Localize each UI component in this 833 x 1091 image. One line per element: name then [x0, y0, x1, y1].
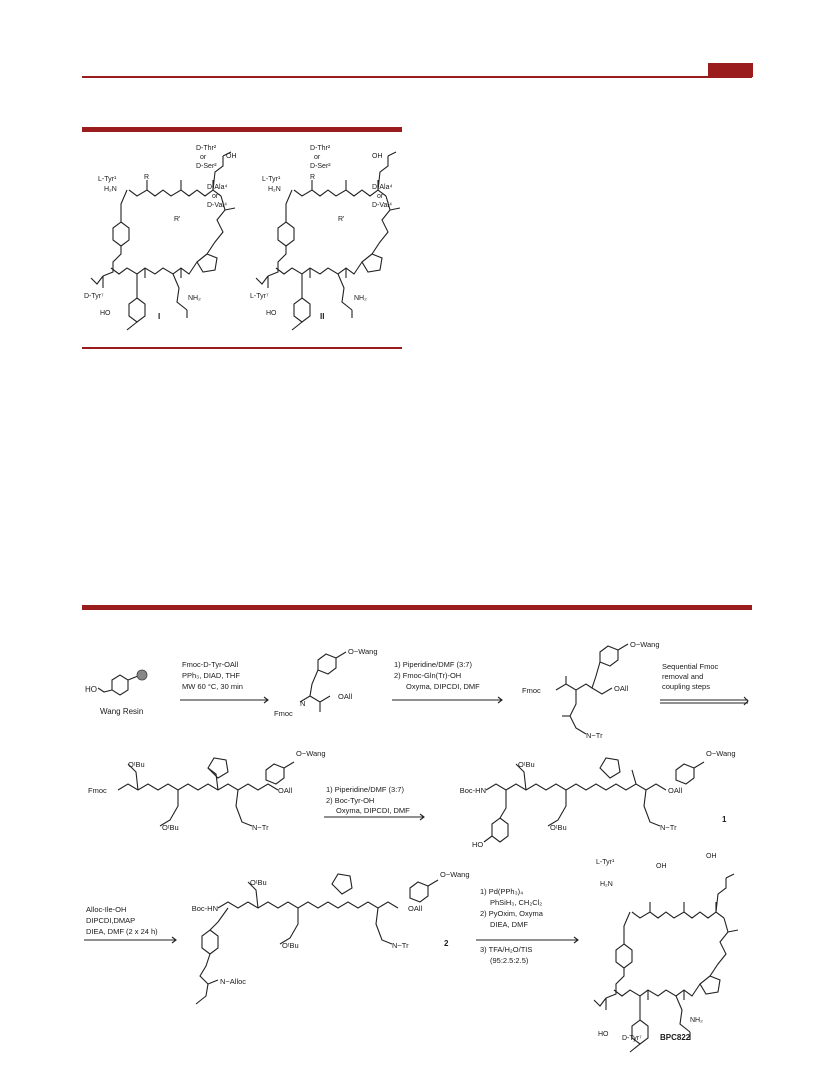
cmpd2-tyr2-ring [410, 882, 428, 902]
cmpd2-wang-label: O−Wang [440, 870, 470, 879]
cmpd2-otbu2-label: OᵗBu [282, 941, 299, 950]
cmpd2-boc-label: Boc-HN [191, 904, 218, 913]
cmpd1-oall-label: OAll [668, 786, 683, 795]
val4-label-ii: D-Val⁴ [372, 202, 392, 209]
bpc822-label: BPC822 [660, 1033, 691, 1042]
cmpd1-wang-label: O−Wang [706, 749, 736, 758]
bpc822-nh2-label: NH₂ [690, 1017, 703, 1024]
wang-benzene [112, 675, 128, 695]
r-label-ii: R [310, 174, 316, 181]
tyr7-label-i: D-Tyr⁷ [84, 293, 104, 300]
ala4-label-ii: D-Ala⁴ [372, 184, 393, 191]
ser2-label-ii: D-Ser² [310, 163, 331, 170]
nh2-label-i: NH₂ [188, 295, 201, 302]
p1-oall-label: OAll [338, 692, 353, 701]
cmpd2-tyr-ring [202, 930, 218, 954]
p2-ntr-label: N−Tr [586, 731, 603, 740]
step3-line3: coupling steps [662, 682, 710, 691]
val4-label-i: D-Val⁴ [207, 202, 227, 209]
cmpd1-otbu2-label: OᵗBu [550, 823, 567, 832]
row2-oall-label: OAll [278, 786, 293, 795]
cmpd2-backbone [218, 902, 398, 908]
p2-ring [600, 646, 618, 666]
rp-label-ii: R' [338, 216, 345, 223]
or2-label-ii: or [377, 193, 384, 200]
bpc822-tyr1-label: L-Tyr¹ [596, 859, 615, 866]
step4-line1: 1) Piperidine/DMF (3:7) [326, 785, 404, 794]
thr2-label-i: D-Thr² [196, 145, 217, 152]
tyr1-label-i: L-Tyr¹ [98, 176, 117, 183]
step2-line3: Oxyma, DIPCDI, DMF [406, 682, 480, 691]
p1-fmoc-label: Fmoc [274, 709, 293, 718]
p1-ring [318, 654, 336, 674]
cmpd2-ntr-label: N−Tr [392, 941, 409, 950]
ho-label-i: HO [100, 310, 111, 317]
step2-line1: 1) Piperidine/DMF (3:7) [394, 660, 472, 669]
thr2-label-ii: D-Thr² [310, 145, 331, 152]
step3-line1: Sequential Fmoc [662, 662, 719, 671]
cmpd2-oall-label: OAll [408, 904, 423, 913]
step6-line4: DIEA, DMF [490, 920, 528, 929]
cmpd1-boc-label: Boc-HN [459, 786, 486, 795]
step7-line2: (95:2.5:2.5) [490, 956, 529, 965]
or-label-i: or [200, 154, 207, 161]
bpc822-oh2-label: OH [656, 863, 667, 870]
row2-fmoc-label: Fmoc [88, 786, 107, 795]
cmpd2-nalloc-label: N−Alloc [220, 977, 247, 986]
p1-n-label: N [300, 699, 306, 708]
compound-2-label: 2 [444, 939, 449, 948]
compound-ii-label: II [320, 312, 325, 321]
row2-pro-ring [208, 758, 228, 778]
compound-1-label: 1 [722, 815, 727, 824]
r-label-i: R [144, 174, 150, 181]
step7-line1: 3) TFA/H₂O/TIS [480, 945, 533, 954]
step1-line1: Fmoc-D-Tyr-OAll [182, 660, 239, 669]
tyr1-label-ii: L-Tyr¹ [262, 176, 281, 183]
cmpd1-ho-label: HO [472, 840, 484, 849]
oh-label-ii: OH [372, 153, 383, 160]
ho-label-ii: HO [266, 310, 277, 317]
cmpd1-otbu-label: OᵗBu [518, 760, 535, 769]
bpc822-oh-label: OH [706, 853, 717, 860]
step1-line2: PPh₃, DIAD, THF [182, 671, 240, 680]
or2-label-i: or [212, 193, 219, 200]
ser2-label-i: D-Ser² [196, 163, 217, 170]
nh2-label-ii: NH₂ [354, 295, 367, 302]
p2-wang-label: O−Wang [630, 640, 660, 649]
cmpd2-otbu-label: OᵗBu [250, 878, 267, 887]
rp-label-i: R' [174, 216, 181, 223]
p2-fmoc-label: Fmoc [522, 686, 541, 695]
step5-line3: DIEA, DMF (2 x 24 h) [86, 927, 158, 936]
cmpd1-ntr-label: N−Tr [660, 823, 677, 832]
or-label-ii: or [314, 154, 321, 161]
wang-resin-label: Wang Resin [100, 707, 144, 716]
row2-tyr-ring [266, 764, 284, 784]
cmpd1-tyr-ring [492, 818, 508, 842]
step5-line2: DIPCDI,DMAP [86, 916, 136, 925]
row2-otbu2-label: OᵗBu [162, 823, 179, 832]
bpc822-h2n-label: H₂N [600, 881, 613, 888]
step3-line2: removal and [662, 672, 704, 681]
p2-oall-label: OAll [614, 684, 629, 693]
row2-ntr-label: N−Tr [252, 823, 269, 832]
step6-line3: 2) PyOxim, Oxyma [480, 909, 543, 918]
step4-line2: 2) Boc-Tyr-OH [326, 796, 375, 805]
cmpd1-pro-ring [600, 758, 620, 778]
oh-label-i: OH [226, 153, 237, 160]
bpc822-structure [594, 874, 738, 1052]
tyr7-label-ii: L-Tyr⁷ [250, 293, 269, 300]
row2-backbone-left [118, 784, 278, 790]
bpc822-ho-label: HO [598, 1031, 609, 1038]
cmpd1-tyr2-ring [676, 764, 694, 784]
step6-line1: 1) Pd(PPh₃)₄ [480, 887, 524, 896]
h2n-label-i: H₂N [104, 186, 117, 193]
compound-i-label: I [158, 312, 161, 321]
p1-wang-label: O−Wang [348, 647, 378, 656]
step4-line3: Oxyma, DIPCDI, DMF [336, 806, 410, 815]
step5-line1: Alloc-Ile-OH [86, 905, 127, 914]
step2-line2: 2) Fmoc-Gln(Tr)-OH [394, 671, 462, 680]
bpc822-tyr7-label: D-Tyr⁷ [622, 1035, 642, 1042]
h2n-label-ii: H₂N [268, 186, 281, 193]
row2-wang-label: O−Wang [296, 749, 326, 758]
resin-bead-icon [137, 670, 147, 680]
row2-otbu-label: OᵗBu [128, 760, 145, 769]
wang-ho-label: HO [85, 685, 97, 694]
step1-line3: MW 60 °C, 30 min [182, 682, 243, 691]
ala4-label-i: D-Ala⁴ [207, 184, 228, 191]
cmpd2-pro-ring [332, 874, 352, 894]
step6-line2: PhSiH₃, CH₂Cl₂ [490, 898, 543, 907]
cmpd1-backbone [486, 784, 666, 790]
